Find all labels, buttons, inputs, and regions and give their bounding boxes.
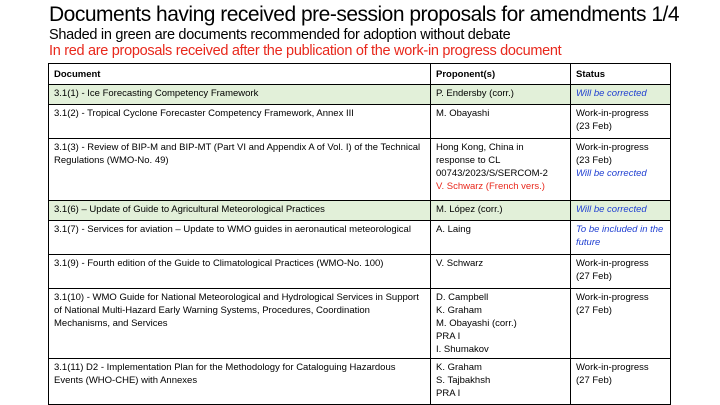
status-note: Will be corrected xyxy=(576,88,647,99)
proponent-cell xyxy=(431,105,571,139)
status-cell xyxy=(571,139,671,201)
proponent-name: M. López (corr.) xyxy=(436,204,503,215)
proponent-cell xyxy=(431,359,571,405)
document-cell: 3.1(2) - Tropical Cyclone Forecaster Competency Framework, Annex III xyxy=(49,105,431,139)
proponent-cell xyxy=(431,201,571,221)
proponent-name: PRA I xyxy=(436,388,461,399)
status-text: Work-in-progress (27 Feb) xyxy=(576,258,649,282)
table-row xyxy=(49,289,671,359)
status-text: Work-in-progress (23 Feb) xyxy=(576,142,649,166)
status-cell xyxy=(571,85,671,105)
proponent-cell xyxy=(431,255,571,289)
status-note: Will be corrected xyxy=(576,204,647,215)
proponent-cell xyxy=(431,221,571,255)
proponent-cell xyxy=(431,289,571,359)
proponent-name: PRA I xyxy=(436,331,461,342)
status-text: Work-in-progress (27 Feb) xyxy=(576,362,649,386)
proponent-name: Hong Kong, China in response to CL 00743/2023/S/SERCOM-2 xyxy=(436,142,548,179)
table-row xyxy=(49,221,671,255)
proponent-name: A. Laing xyxy=(436,224,471,235)
proponent-name: V. Schwarz xyxy=(436,258,484,269)
proponent-name: I. Shumakov xyxy=(436,344,489,355)
proponent-cell xyxy=(431,139,571,201)
status-cell xyxy=(571,105,671,139)
proponent-name: M. Obayashi (corr.) xyxy=(436,318,517,329)
table-row xyxy=(49,255,671,289)
status-note: To be included in the future xyxy=(576,224,664,248)
proponent-name: P. Endersby (corr.) xyxy=(436,88,514,99)
proponent-name: S. Tajbakhsh xyxy=(436,375,491,386)
document-cell: 3.1(6) – Update of Guide to Agricultural Meteorological Practices xyxy=(49,201,431,221)
table-row xyxy=(49,139,671,201)
table-row xyxy=(49,359,671,405)
page-subtitle-red: In red are proposals received after the publication of the work-in progress document xyxy=(49,43,562,59)
document-cell: 3.1(11) D2 - Implementation Plan for the Methodology for Cataloguing Hazardous Events (WHO-CHE) with Annexes xyxy=(49,359,431,405)
column-header-status: Status xyxy=(571,64,671,85)
document-cell: 3.1(3) - Review of BIP-M and BIP-MT (Part VI and Appendix A of Vol. I) of the Technical Regulations (WMO-No. 49) xyxy=(49,139,431,201)
status-text: Work-in-progress (27 Feb) xyxy=(576,292,649,316)
document-cell: 3.1(9) - Fourth edition of the Guide to Climatological Practices (WMO-No. 100) xyxy=(49,255,431,289)
status-text: Work-in-progress (23 Feb) xyxy=(576,108,649,132)
document-cell: 3.1(10) - WMO Guide for National Meteorological and Hydrological Services in Support of National Multi-Hazard Early Warning Systems, Procedures, Coordination Mechanisms, and Services xyxy=(49,289,431,359)
document-cell: 3.1(1) - Ice Forecasting Competency Framework xyxy=(49,85,431,105)
proposals-table xyxy=(48,63,671,405)
page-subtitle: Shaded in green are documents recommended for adoption without debate xyxy=(49,27,511,43)
table-row xyxy=(49,105,671,139)
table-header-row xyxy=(49,64,671,85)
page-title: Documents having received pre-session proposals for amendments 1/4 xyxy=(49,3,680,26)
proponent-name: K. Graham xyxy=(436,305,482,316)
column-header-proponents: Proponent(s) xyxy=(431,64,571,85)
proponent-name: D. Campbell xyxy=(436,292,489,303)
proponent-name: M. Obayashi xyxy=(436,108,490,119)
proponent-name: K. Graham xyxy=(436,362,482,373)
proponent-late-name: V. Schwarz (French vers.) xyxy=(436,181,545,192)
status-cell xyxy=(571,289,671,359)
table-row xyxy=(49,201,671,221)
status-cell xyxy=(571,201,671,221)
column-header-document: Document xyxy=(49,64,431,85)
status-cell xyxy=(571,255,671,289)
status-cell xyxy=(571,359,671,405)
status-note: Will be corrected xyxy=(576,168,647,179)
status-cell xyxy=(571,221,671,255)
proponent-cell xyxy=(431,85,571,105)
document-cell: 3.1(7) - Services for aviation – Update to WMO guides in aeronautical meteorological xyxy=(49,221,431,255)
table-row xyxy=(49,85,671,105)
